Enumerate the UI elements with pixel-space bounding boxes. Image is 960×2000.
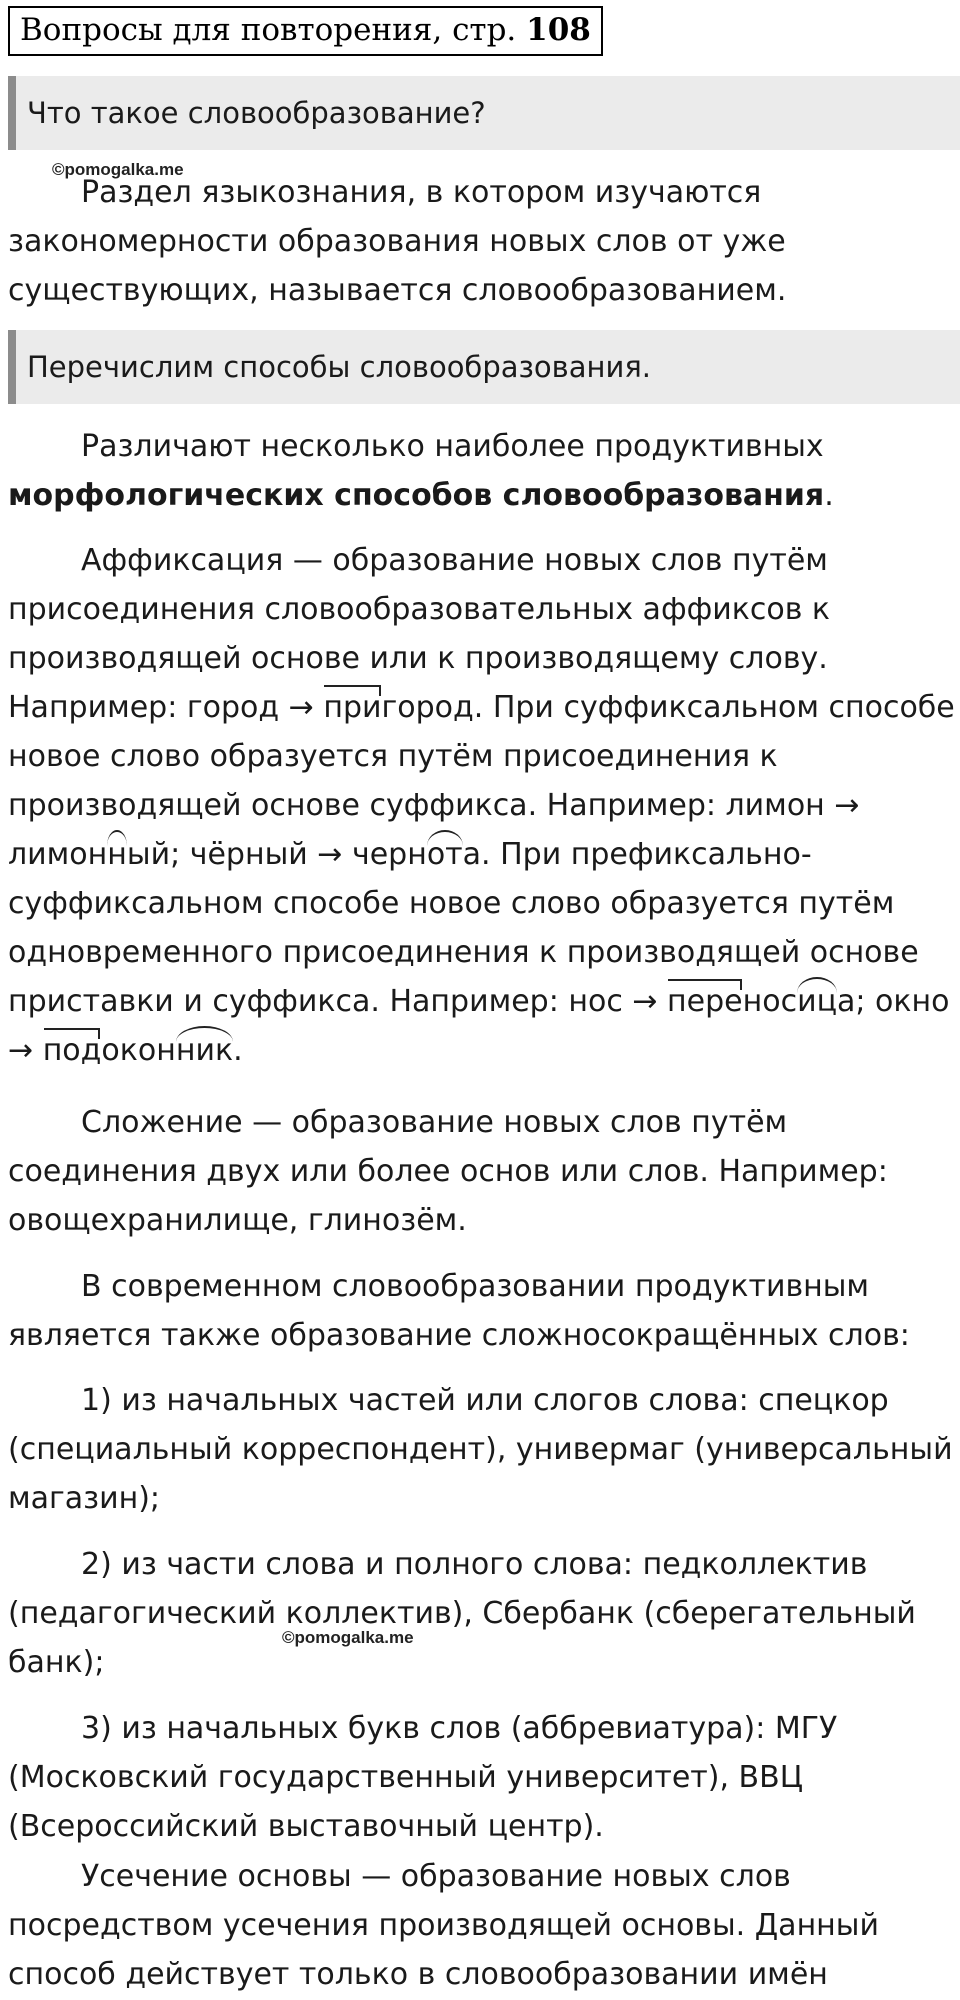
paragraph-line: является также образование сложносокращённых слов: bbox=[8, 1318, 910, 1353]
paragraph-line: присоединения словообразовательных аффиксов к bbox=[8, 592, 831, 627]
suffix-mark: н bbox=[107, 830, 127, 879]
paragraph-line: производящей основе суффикса. Например: лимон → bbox=[8, 788, 860, 823]
paragraph-line: способ действует только в словообразовании имён bbox=[8, 1957, 828, 1992]
paragraph-compounding bbox=[8, 1098, 960, 1245]
bold-term: морфологических способов словообразования bbox=[8, 478, 825, 513]
prefix-mark: пере bbox=[667, 977, 743, 1026]
question-text: Перечислим способы словообразования. bbox=[27, 350, 651, 384]
punctuation: . bbox=[824, 478, 834, 513]
paragraph-line: (Всероссийский выставочный центр). bbox=[8, 1809, 604, 1844]
paragraph-line: 3) из начальных букв слов (аббревиатура): МГУ bbox=[81, 1711, 838, 1746]
prefix-mark: при bbox=[323, 683, 381, 732]
paragraph-line: магазин); bbox=[8, 1481, 161, 1516]
page-number: 108 bbox=[526, 12, 591, 48]
paragraph-abbreviations bbox=[8, 1262, 960, 1360]
question-heading-2 bbox=[8, 330, 960, 404]
paragraph-line: одновременного присоединения к производящей основе bbox=[8, 935, 919, 970]
paragraph-line: Различают несколько наиболее продуктивных bbox=[81, 429, 824, 464]
text-run: ый; чёрный → черн bbox=[126, 837, 427, 872]
paragraph-line: соединения двух или более основ или слов. Например: bbox=[8, 1154, 888, 1189]
page-title-text: Вопросы для повторения, стр. bbox=[20, 12, 517, 48]
list-item-1 bbox=[8, 1376, 960, 1523]
paragraph-line: посредством усечения производящей основы. Данный bbox=[8, 1908, 879, 1943]
list-item-2 bbox=[8, 1540, 960, 1687]
paragraph-line bbox=[8, 471, 960, 520]
paragraph-line: суффиксальном способе новое слово образуется путём bbox=[8, 886, 895, 921]
question-text: Что такое словообразование? bbox=[27, 96, 486, 130]
watermark: ©pomogalka.me bbox=[52, 160, 184, 179]
text-run: . bbox=[233, 1033, 243, 1068]
answer-1 bbox=[8, 168, 960, 315]
paragraph-line: (Московский государственный университет), ВВЦ bbox=[8, 1760, 803, 1795]
list-item-3 bbox=[8, 1704, 960, 1851]
paragraph-line: (специальный корреспондент), универмаг (универсальный bbox=[8, 1432, 953, 1467]
answer-line: существующих, называется словообразованием. bbox=[8, 273, 787, 308]
paragraph-line bbox=[8, 683, 960, 732]
text-run: окон bbox=[101, 1033, 176, 1068]
paragraph-line: производящей основе или к производящему слову. bbox=[8, 641, 828, 676]
paragraph-line bbox=[8, 1026, 960, 1075]
page-title bbox=[8, 6, 603, 56]
text-run: а; окно bbox=[837, 984, 950, 1019]
watermark: ©pomogalka.me bbox=[282, 1628, 414, 1647]
paragraph-line bbox=[8, 977, 960, 1026]
paragraph-line: 2) из части слова и полного слова: педколлектив bbox=[81, 1547, 868, 1582]
text-run: город. При суффиксальном способе bbox=[381, 690, 955, 725]
text-run: приставки и суффикса. Например: нос → bbox=[8, 984, 668, 1019]
paragraph-line bbox=[8, 830, 960, 879]
text-run: нос bbox=[742, 984, 798, 1019]
paragraph-line: Аффиксация — образование новых слов путём bbox=[81, 543, 828, 578]
text-run: → bbox=[8, 1033, 43, 1068]
suffix-mark: иц bbox=[797, 977, 837, 1026]
paragraph-line: овощехранилище, глинозём. bbox=[8, 1203, 467, 1238]
text-run: Например: город → bbox=[8, 690, 324, 725]
paragraph-line: банк); bbox=[8, 1645, 105, 1680]
suffix-mark: ник bbox=[176, 1026, 233, 1075]
paragraph-line: Сложение — образование новых слов путём bbox=[81, 1105, 788, 1140]
suffix-mark: от bbox=[427, 830, 463, 879]
paragraph-line: (педагогический коллектив), Сбербанк (сберегательный bbox=[8, 1596, 916, 1631]
answer-line: закономерности образования новых слов от уже bbox=[8, 224, 786, 259]
prefix-mark: под bbox=[43, 1026, 102, 1075]
question-heading-1 bbox=[8, 76, 960, 150]
text-run: лимон bbox=[8, 837, 108, 872]
paragraph-line: 1) из начальных частей или слогов слова: спецкор bbox=[81, 1383, 889, 1418]
paragraph-line: В современном словообразовании продуктивным bbox=[81, 1269, 870, 1304]
paragraph-line: новое слово образуется путём присоединения к bbox=[8, 739, 778, 774]
paragraph-intro bbox=[8, 422, 960, 520]
paragraph-affixation bbox=[8, 536, 960, 1075]
paragraph-truncation bbox=[8, 1852, 960, 1999]
answer-line: Раздел языкознания, в котором изучаются bbox=[81, 175, 762, 210]
text-run: а. При префиксально- bbox=[462, 837, 812, 872]
paragraph-line: Усечение основы — образование новых слов bbox=[81, 1859, 791, 1894]
